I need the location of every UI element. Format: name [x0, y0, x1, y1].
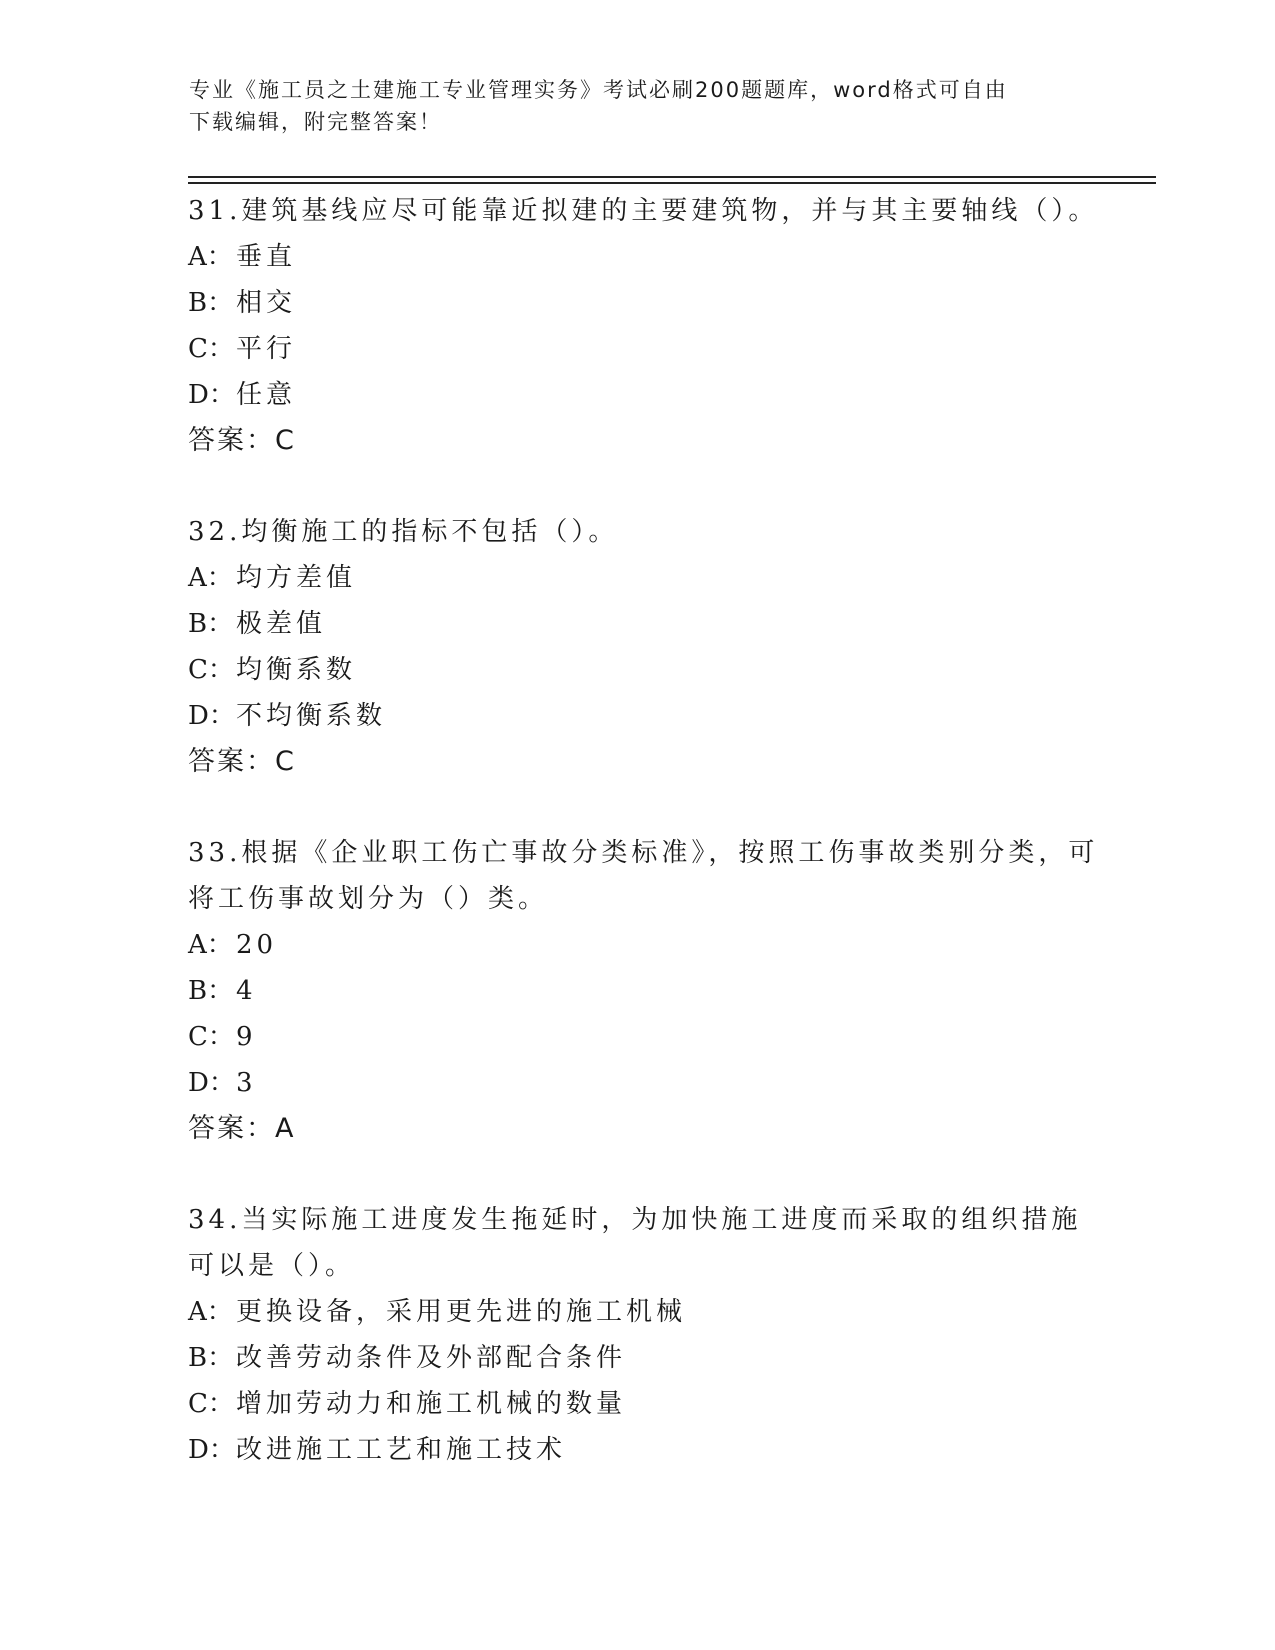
option-key: A： [188, 242, 233, 272]
option-a [188, 234, 1108, 280]
option-key: A： [188, 930, 233, 960]
header-line-1: 专业《施工员之土建施工专业管理实务》考试必刷200题题库，word格式可自由 [189, 78, 1008, 102]
option-key: D： [188, 1435, 235, 1465]
option-key: D： [188, 701, 235, 731]
option-text: 均衡系数 [236, 655, 357, 685]
question-list [188, 188, 1108, 1518]
question-text: 32.均衡施工的指标不包括（）。 [188, 517, 619, 547]
option-text: 平行 [236, 334, 297, 364]
question-33 [188, 830, 1108, 1152]
option-c [188, 1381, 1108, 1427]
answer-line: 答案：A [188, 1113, 296, 1144]
option-key: B： [188, 1343, 234, 1373]
option-b [188, 601, 1108, 647]
option-b [188, 280, 1108, 326]
option-d [188, 693, 1108, 739]
option-a [188, 922, 1108, 968]
option-key: C： [188, 334, 234, 364]
option-key: C： [188, 1022, 234, 1052]
option-text: 改进施工工艺和施工技术 [236, 1435, 567, 1465]
option-text: 9 [236, 1022, 257, 1052]
answer-line: 答案：C [188, 746, 296, 777]
option-text: 均方差值 [236, 563, 357, 593]
question-34 [188, 1197, 1108, 1473]
option-d [188, 1060, 1108, 1106]
option-b [188, 1335, 1108, 1381]
header-line-2: 下载编辑，附完整答案！ [189, 110, 442, 134]
option-key: C： [188, 655, 234, 685]
option-key: B： [188, 288, 234, 318]
option-a [188, 1289, 1108, 1335]
option-c [188, 647, 1108, 693]
option-d [188, 1427, 1108, 1473]
header-divider-bottom [188, 182, 1156, 184]
question-text: 34.当实际施工进度发生拖延时，为加快施工进度而采取的组织措施可以是（）。 [188, 1205, 1082, 1281]
option-c [188, 1014, 1108, 1060]
option-text: 任意 [236, 380, 297, 410]
option-text: 极差值 [236, 609, 327, 639]
option-key: B： [188, 976, 234, 1006]
option-text: 相交 [236, 288, 297, 318]
option-key: A： [188, 563, 233, 593]
option-key: D： [188, 380, 235, 410]
option-text: 20 [236, 930, 278, 960]
option-text: 垂直 [236, 242, 297, 272]
question-32 [188, 509, 1108, 785]
option-text: 更换设备，采用更先进的施工机械 [236, 1297, 687, 1327]
question-31 [188, 188, 1108, 464]
option-key: A： [188, 1297, 233, 1327]
question-text: 31.建筑基线应尽可能靠近拟建的主要建筑物，并与其主要轴线（）。 [188, 196, 1099, 226]
option-text: 增加劳动力和施工机械的数量 [236, 1389, 627, 1419]
header-divider-top [188, 176, 1156, 178]
option-text: 3 [236, 1068, 257, 1098]
option-a [188, 555, 1108, 601]
option-text: 不均衡系数 [236, 701, 387, 731]
option-key: B： [188, 609, 234, 639]
option-text: 4 [236, 976, 257, 1006]
question-text: 33.根据《企业职工伤亡事故分类标准》，按照工伤事故类别分类，可将工伤事故划分为（）类。 [188, 838, 1099, 914]
option-key: C： [188, 1389, 234, 1419]
document-header [189, 74, 1089, 138]
answer-line: 答案：C [188, 425, 296, 456]
option-text: 改善劳动条件及外部配合条件 [236, 1343, 627, 1373]
option-key: D： [188, 1068, 235, 1098]
option-c [188, 326, 1108, 372]
option-d [188, 372, 1108, 418]
option-b [188, 968, 1108, 1014]
